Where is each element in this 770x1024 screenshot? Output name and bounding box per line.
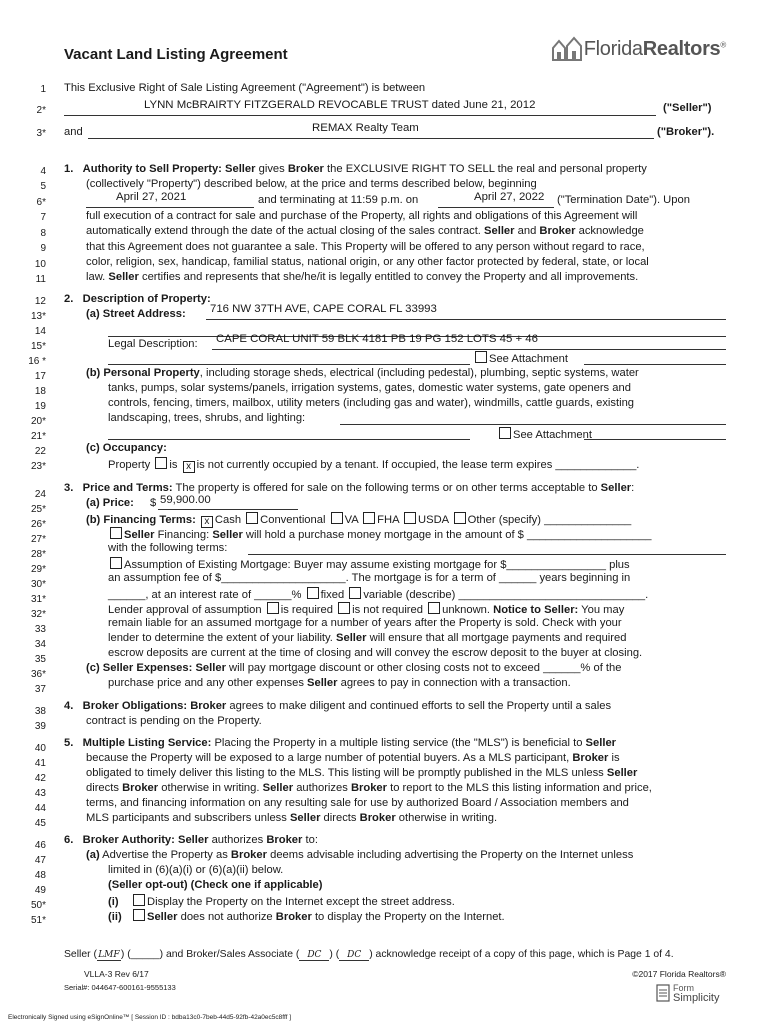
section-6-line bbox=[64, 834, 318, 847]
seller-expenses-line bbox=[86, 662, 621, 675]
checkbox-label: Conventional bbox=[260, 514, 326, 526]
line-number: 47 bbox=[34, 855, 46, 866]
text-run: You may bbox=[578, 604, 625, 616]
text-run: agrees to pay in connection with a transaction. bbox=[337, 677, 571, 689]
line-number: 8 bbox=[40, 228, 46, 239]
text-line: (collectively "Property") described below, at the price and terms described below, beginning bbox=[86, 178, 537, 190]
seller-term: Seller bbox=[600, 482, 632, 494]
opt-out-ii-line bbox=[108, 909, 505, 924]
text-run: Property bbox=[108, 459, 151, 471]
section-number: 5. bbox=[64, 737, 74, 749]
text-run: law. bbox=[86, 271, 109, 283]
line-number: 51* bbox=[30, 915, 46, 926]
line-number: 11 bbox=[35, 274, 46, 285]
line-number: 39 bbox=[34, 721, 46, 732]
line-number: 46 bbox=[34, 840, 46, 851]
broker-label: ("Broker"). bbox=[657, 126, 715, 138]
line-number: 13* bbox=[30, 311, 46, 322]
subsection-label: (b) Personal Property bbox=[86, 367, 200, 379]
text-run: will pay mortgage discount or other closing costs not to exceed ______% of the bbox=[225, 662, 622, 674]
line-number: 23* bbox=[30, 461, 46, 472]
text-line bbox=[108, 677, 571, 690]
line-number: 7 bbox=[40, 212, 46, 223]
line-number: 15* bbox=[30, 341, 46, 352]
section-heading: Multiple Listing Service: bbox=[82, 737, 212, 749]
opt-out-i-checkbox[interactable] bbox=[133, 894, 145, 906]
section-1-line-4 bbox=[64, 163, 647, 176]
attachment-line bbox=[584, 364, 726, 365]
line-number: 3* bbox=[36, 128, 46, 139]
text-line: contract is pending on the Property. bbox=[86, 715, 262, 727]
price-line bbox=[158, 509, 298, 510]
variable-checkbox[interactable] bbox=[349, 587, 361, 599]
text-run: because the Property will be exposed to a large number of potential buyers. As a MLS participant, bbox=[86, 752, 573, 764]
seller-name-line bbox=[64, 115, 656, 116]
subsection-label: (a) bbox=[86, 849, 100, 861]
financing-terms-label: (b) Financing Terms: bbox=[86, 514, 196, 526]
opt-out-i-line bbox=[108, 894, 455, 909]
checkbox-label: is required bbox=[280, 604, 333, 616]
text-line: remain liable for an assumed mortgage for a number of years after the Property is sold. Check with your bbox=[108, 617, 622, 629]
seller-label: ("Seller") bbox=[663, 102, 712, 114]
broker-name-line bbox=[88, 138, 654, 139]
is-required-checkbox[interactable] bbox=[267, 602, 279, 614]
text-line bbox=[108, 632, 626, 645]
line-number: 44 bbox=[34, 803, 46, 814]
and-text: and bbox=[64, 126, 83, 138]
text-run: and terminating at 11:59 p.m. on bbox=[258, 194, 419, 206]
text-run: obligated to timely deliver this listing to the MLS. This listing will be promptly published in the MLS unless bbox=[86, 767, 607, 779]
text-line: limited in (6)(a)(i) or (6)(a)(ii) below. bbox=[108, 864, 284, 876]
seller-term: Seller bbox=[147, 911, 178, 923]
see-attachment-option[interactable] bbox=[473, 351, 568, 365]
text-run: to: bbox=[302, 834, 318, 846]
section-number: 3. bbox=[64, 482, 74, 494]
text-run: is bbox=[169, 459, 178, 471]
broker-term: Broker bbox=[572, 752, 609, 764]
text-run: Lender approval of assumption bbox=[108, 604, 262, 616]
text-run: to display the Property on the Internet. bbox=[311, 911, 505, 923]
line-number: 36* bbox=[30, 669, 46, 680]
line-number: 12 bbox=[34, 296, 46, 307]
text-run: directs bbox=[86, 782, 123, 794]
start-date-line bbox=[86, 207, 254, 208]
street-address-line bbox=[206, 319, 726, 320]
line-number: 37 bbox=[34, 684, 46, 695]
text-run: ) acknowledge receipt of a copy of this page, which is Page 1 of 4. bbox=[369, 949, 674, 960]
financing-terms-line: (b) Financing Terms: x Cash Conventional VA FHA USDA Other (specify) ______________ bbox=[86, 514, 632, 527]
start-date-field[interactable]: April 27, 2021 bbox=[116, 191, 187, 203]
legal-description-line bbox=[212, 349, 726, 350]
text-line bbox=[86, 849, 633, 862]
broker-term: Broker bbox=[539, 225, 576, 237]
line-number: 28* bbox=[30, 549, 46, 560]
text-line: controls, fencing, timers, mailbox, utility meters (including gas and water), windmills, cattle guards, existing bbox=[108, 397, 635, 409]
text-run: and bbox=[514, 225, 540, 237]
form-number: VLLA-3 Rev 6/17 bbox=[84, 969, 149, 979]
section-number: 1. bbox=[64, 163, 74, 175]
section-5-line bbox=[64, 737, 616, 750]
section-number: 2. bbox=[64, 293, 74, 305]
text-line bbox=[86, 782, 652, 795]
text-run: is not currently occupied by a tenant. If occupied, the lease term expires bbox=[196, 459, 553, 471]
line-number: 26* bbox=[30, 519, 46, 530]
personal-property-line-2 bbox=[108, 439, 470, 440]
price-field[interactable]: 59,900.00 bbox=[160, 494, 211, 506]
text-run: automatically extend through the date of the actual closing of the sales contract. bbox=[86, 225, 485, 237]
text-run: plus bbox=[609, 559, 630, 571]
text-run: Advertise the Property as bbox=[99, 849, 231, 861]
broker-initials-2[interactable]: DC bbox=[339, 950, 369, 961]
logo-registered-mark: ® bbox=[720, 39, 726, 49]
line-number: 22 bbox=[34, 446, 46, 457]
florida-realtors-logo bbox=[550, 36, 726, 62]
attachment-checkbox[interactable] bbox=[475, 351, 487, 363]
line-number: 45 bbox=[34, 818, 46, 829]
seller-financing-line: Seller Financing: Seller will hold a purchase money mortgage in the amount of $ ____________________ bbox=[108, 527, 651, 542]
text-line: full execution of a contract for sale and purchase of the Property, all rights and obligations of this Agreement will bbox=[86, 210, 638, 222]
text-line bbox=[86, 767, 637, 780]
line-number: 24 bbox=[34, 489, 46, 500]
legal-description-line-2 bbox=[108, 364, 470, 365]
text-run: , including storage sheds, electrical (including pedestal), plumbing, septic systems, water bbox=[199, 367, 639, 379]
text-run: certifies and represents that she/he/it is legally entitled to convey the Property and all improvements. bbox=[138, 271, 639, 283]
acknowledgement-line bbox=[64, 949, 674, 961]
text-line: terms, and financing information on any resulting sale for use by authorized Board / Association members and bbox=[86, 797, 629, 809]
legal-description-label: Legal Description: bbox=[108, 338, 198, 350]
section-heading: Broker Obligations: bbox=[82, 700, 188, 712]
section-4-line bbox=[64, 700, 611, 713]
line-number: 25* bbox=[30, 504, 46, 515]
text-run: directs bbox=[320, 812, 360, 824]
text-run: MLS participants and subscribers unless bbox=[86, 812, 290, 824]
text-line: landscaping, trees, shrubs, and lighting: bbox=[108, 412, 306, 424]
termination-date-field[interactable]: April 27, 2022 bbox=[474, 191, 545, 203]
broker-name-field[interactable]: REMAX Realty Team bbox=[312, 122, 419, 134]
serial-number: Serial#: 044647-600161-9555133 bbox=[64, 983, 176, 992]
other-checkbox[interactable] bbox=[454, 512, 466, 524]
line-number: 50* bbox=[30, 900, 46, 911]
text-line: escrow deposits are current at the time of closing and will convey the escrow deposit to the buyer at closing. bbox=[108, 647, 643, 659]
occupancy-line: Property is x is not currently occupied by a tenant. If occupied, the lease term expires _____________. bbox=[108, 459, 640, 472]
line-number: 20* bbox=[30, 416, 46, 427]
lender-approval-line bbox=[108, 602, 624, 617]
text-run: ______, at an interest rate of ______% bbox=[108, 589, 302, 601]
line-number: 49 bbox=[34, 885, 46, 896]
line-number: 10 bbox=[34, 259, 46, 270]
attachment-line bbox=[584, 439, 726, 440]
text-line bbox=[86, 812, 497, 825]
text-line: with the following terms: bbox=[108, 542, 228, 554]
section-number: 6. bbox=[64, 834, 74, 846]
seller-term: Seller bbox=[484, 225, 515, 237]
text-run: lender to determine the extent of your liability. bbox=[108, 632, 337, 644]
is-not-required-checkbox[interactable] bbox=[338, 602, 350, 614]
occupied-checkbox[interactable] bbox=[155, 457, 167, 469]
form-simplicity-logo bbox=[656, 983, 719, 1003]
line-number: 17 bbox=[34, 371, 46, 382]
text-line: tanks, pumps, solar systems/panels, irrigation systems, gates, domestic water systems, gate openers and bbox=[108, 382, 631, 394]
terms-line bbox=[248, 554, 726, 555]
assumption-line: Assumption of Existing Mortgage: Buyer may assume existing mortgage for $________________ plus bbox=[108, 557, 630, 572]
checkbox-label: See Attachment bbox=[489, 353, 568, 365]
item-label: (i) bbox=[108, 896, 119, 908]
checkbox-label: USDA bbox=[418, 514, 449, 526]
seller-term: Seller bbox=[307, 677, 338, 689]
document-icon bbox=[656, 984, 670, 1002]
line-number: 6* bbox=[36, 197, 46, 208]
line-number: 40 bbox=[34, 743, 46, 754]
line-number: 33 bbox=[34, 624, 46, 635]
broker-term: Broker bbox=[122, 782, 159, 794]
seller-term: Seller bbox=[124, 529, 155, 541]
text-run: (Check one if applicable) bbox=[187, 879, 323, 891]
logo-text-florida: Florida bbox=[583, 37, 643, 60]
interest-rate-line: ______, at an interest rate of ______% fixed variable (describe) ______________________________. bbox=[108, 589, 649, 601]
opt-out-heading bbox=[108, 879, 322, 892]
brand-form: Form bbox=[673, 983, 694, 993]
section-heading: Description of Property: bbox=[82, 293, 211, 305]
text-run: is bbox=[608, 752, 620, 764]
intro-text: This Exclusive Right of Sale Listing Agreement ("Agreement") is between bbox=[64, 82, 426, 94]
text-run: otherwise in writing. bbox=[158, 782, 263, 794]
checkbox-label: Display the Property on the Internet except the street address. bbox=[147, 896, 455, 908]
line-number: 14 bbox=[34, 326, 46, 337]
brand-simplicity: Simplicity bbox=[673, 992, 720, 1004]
text-run: Placing the Property in a multiple listing service (the "MLS") is beneficial to bbox=[211, 737, 586, 749]
line-number: 31* bbox=[30, 594, 46, 605]
line-number: 38 bbox=[34, 706, 46, 717]
text-run: authorizes bbox=[208, 834, 267, 846]
attachment-checkbox[interactable] bbox=[499, 427, 511, 439]
line-number: 29* bbox=[30, 564, 46, 575]
broker-term: Broker bbox=[266, 834, 303, 846]
fha-checkbox[interactable] bbox=[363, 512, 375, 524]
seller-term: Seller bbox=[336, 632, 367, 644]
item-label: (ii) bbox=[108, 911, 122, 923]
occupancy-label: (c) Occupancy: bbox=[86, 442, 167, 454]
broker-term: Broker bbox=[275, 911, 312, 923]
broker-term: Broker bbox=[350, 782, 388, 794]
price-label: (a) Price: bbox=[86, 497, 134, 509]
assumption-checkbox[interactable] bbox=[110, 557, 122, 569]
line-number: 19 bbox=[34, 401, 46, 412]
house-logo-icon bbox=[550, 36, 584, 62]
section-heading: Broker Authority: bbox=[82, 834, 175, 846]
text-run: deems advisable including advertising the Property on the Internet unless bbox=[266, 849, 634, 861]
line-number: 27* bbox=[30, 534, 46, 545]
checkbox-label: Cash bbox=[214, 514, 242, 526]
seller-term: Seller bbox=[212, 529, 243, 541]
see-attachment-option[interactable] bbox=[497, 427, 592, 441]
text-line bbox=[86, 271, 638, 284]
text-run: authorizes bbox=[293, 782, 351, 794]
checkbox-label: variable (describe) bbox=[363, 589, 456, 601]
seller-initials[interactable]: LMF bbox=[98, 950, 120, 960]
broker-initials-1[interactable]: DC bbox=[299, 950, 329, 961]
text-run: Seller ( bbox=[64, 949, 97, 960]
street-address-label: (a) Street Address: bbox=[86, 308, 186, 320]
text-line: color, religion, sex, handicap, familial status, national origin, or any other factor protected by federal, state, or local bbox=[86, 256, 649, 268]
broker-term: Broker bbox=[287, 163, 324, 175]
document-title: Vacant Land Listing Agreement bbox=[64, 46, 288, 63]
checkbox-label: See Attachment bbox=[513, 429, 592, 441]
text-run: to report to the MLS this listing information and price, bbox=[387, 782, 652, 794]
text-run: acknowledge bbox=[575, 225, 644, 237]
text-run: agrees to make diligent and continued efforts to sell the Property until a sales bbox=[226, 700, 612, 712]
copyright: ©2017 Florida Realtors® bbox=[632, 969, 726, 979]
text-run: The property is offered for sale on the following terms or on other terms acceptable to bbox=[172, 482, 601, 494]
seller-term: Seller bbox=[606, 767, 638, 779]
checkbox-label: VA bbox=[344, 514, 359, 526]
text-run: : bbox=[631, 482, 635, 494]
line-number: 30* bbox=[30, 579, 46, 590]
logo-text-realtors: Realtors bbox=[642, 37, 721, 60]
seller-financing-checkbox[interactable] bbox=[110, 527, 122, 539]
text-run: Financing: bbox=[154, 529, 213, 541]
checkbox-label: is not required bbox=[352, 604, 423, 616]
opt-out-ii-checkbox[interactable] bbox=[133, 909, 145, 921]
termination-date-line bbox=[438, 207, 554, 208]
section-3-line bbox=[64, 482, 634, 495]
cash-checkbox[interactable]: x bbox=[201, 516, 213, 528]
broker-term: Broker bbox=[187, 700, 227, 712]
line-number: 34 bbox=[34, 639, 46, 650]
line-number: 21* bbox=[30, 431, 46, 442]
text-run: ("Termination Date"). Upon bbox=[557, 194, 690, 206]
broker-term: Broker bbox=[230, 849, 267, 861]
checkbox-label: Other (specify) bbox=[467, 514, 541, 526]
text-run: will hold a purchase money mortgage in the amount of $ bbox=[242, 529, 524, 541]
line-number: 9 bbox=[40, 243, 46, 254]
street-address-field[interactable]: 716 NW 37TH AVE, CAPE CORAL FL 33993 bbox=[210, 303, 437, 315]
personal-property-line bbox=[340, 424, 726, 425]
text-run: gives bbox=[255, 163, 288, 175]
line-number: 18 bbox=[34, 386, 46, 397]
section-heading: Price and Terms: bbox=[82, 482, 173, 494]
seller-term: Seller bbox=[108, 271, 139, 283]
legal-description-field[interactable]: CAPE CORAL UNIT 59 BLK 4181 PB 19 PG 152 LOTS 45 + 46 bbox=[216, 333, 538, 345]
text-line: an assumption fee of $____________________. The mortgage is for a term of ______ years beginning in bbox=[108, 572, 631, 584]
dollar-sign: $ bbox=[150, 497, 157, 509]
line-number: 5 bbox=[40, 181, 46, 192]
text-run: ) ( bbox=[329, 949, 340, 960]
text-run: purchase price and any other expenses bbox=[108, 677, 308, 689]
seller-name-field[interactable]: LYNN McBRAIRTY FITZGERALD REVOCABLE TRUST dated June 21, 2012 bbox=[144, 99, 536, 111]
text-line bbox=[86, 225, 644, 238]
line-number: 42 bbox=[34, 773, 46, 784]
section-heading: Authority to Sell Property: bbox=[82, 163, 222, 175]
usda-checkbox[interactable] bbox=[404, 512, 416, 524]
line-number: 1 bbox=[40, 84, 46, 95]
text-run: otherwise in writing. bbox=[395, 812, 498, 824]
text-run: Assumption of Existing Mortgage: Buyer may assume existing mortgage for $ bbox=[124, 559, 507, 571]
text-run: does not authorize bbox=[177, 911, 276, 923]
va-checkbox[interactable] bbox=[331, 512, 343, 524]
line-number: 48 bbox=[34, 870, 46, 881]
checkbox-label: unknown. bbox=[442, 604, 490, 616]
unknown-checkbox[interactable] bbox=[428, 602, 440, 614]
text-run: the EXCLUSIVE RIGHT TO SELL the real and personal property bbox=[323, 163, 647, 175]
text-run: ) (_____) and Broker/Sales Associate ( bbox=[120, 949, 300, 960]
seller-term: Seller bbox=[289, 812, 321, 824]
broker-term: Broker bbox=[359, 812, 396, 824]
line-number: 2* bbox=[36, 105, 46, 116]
seller-term: Seller bbox=[262, 782, 294, 794]
conventional-checkbox[interactable] bbox=[246, 512, 258, 524]
checkbox-label: FHA bbox=[377, 514, 399, 526]
esign-notice: Electronically Signed using eSignOnline™ [ Session ID : bdba13c0-7beb-44d5-92fb-42a0ec5c8fff ] bbox=[8, 1014, 292, 1021]
section-number: 4. bbox=[64, 700, 74, 712]
line-number: 4 bbox=[40, 166, 46, 177]
seller-term: Seller bbox=[192, 662, 226, 674]
text-line: that this Agreement does not guarantee a sale. This Property will be offered to any person without regard to race, bbox=[86, 241, 645, 253]
line-number: 43 bbox=[34, 788, 46, 799]
line-number: 41 bbox=[34, 758, 46, 769]
notice-label: Notice to Seller: bbox=[490, 604, 579, 616]
not-occupied-checkbox[interactable]: x bbox=[183, 461, 195, 473]
line-number: 16 * bbox=[28, 356, 46, 367]
text-run: (Seller opt-out) bbox=[108, 879, 188, 891]
line-number: 32* bbox=[30, 609, 46, 620]
section-2-heading bbox=[64, 293, 211, 306]
seller-term: Seller bbox=[585, 737, 617, 749]
text-line bbox=[86, 367, 639, 380]
line-number: 35 bbox=[34, 654, 46, 665]
subsection-label: (c) Seller Expenses: bbox=[86, 662, 193, 674]
text-line bbox=[86, 752, 620, 765]
fixed-checkbox[interactable] bbox=[307, 587, 319, 599]
text-run: will ensure that all mortgage payments and required bbox=[366, 632, 627, 644]
checkbox-label: fixed bbox=[320, 589, 345, 601]
seller-term: Seller bbox=[225, 163, 256, 175]
seller-term: Seller bbox=[174, 834, 209, 846]
